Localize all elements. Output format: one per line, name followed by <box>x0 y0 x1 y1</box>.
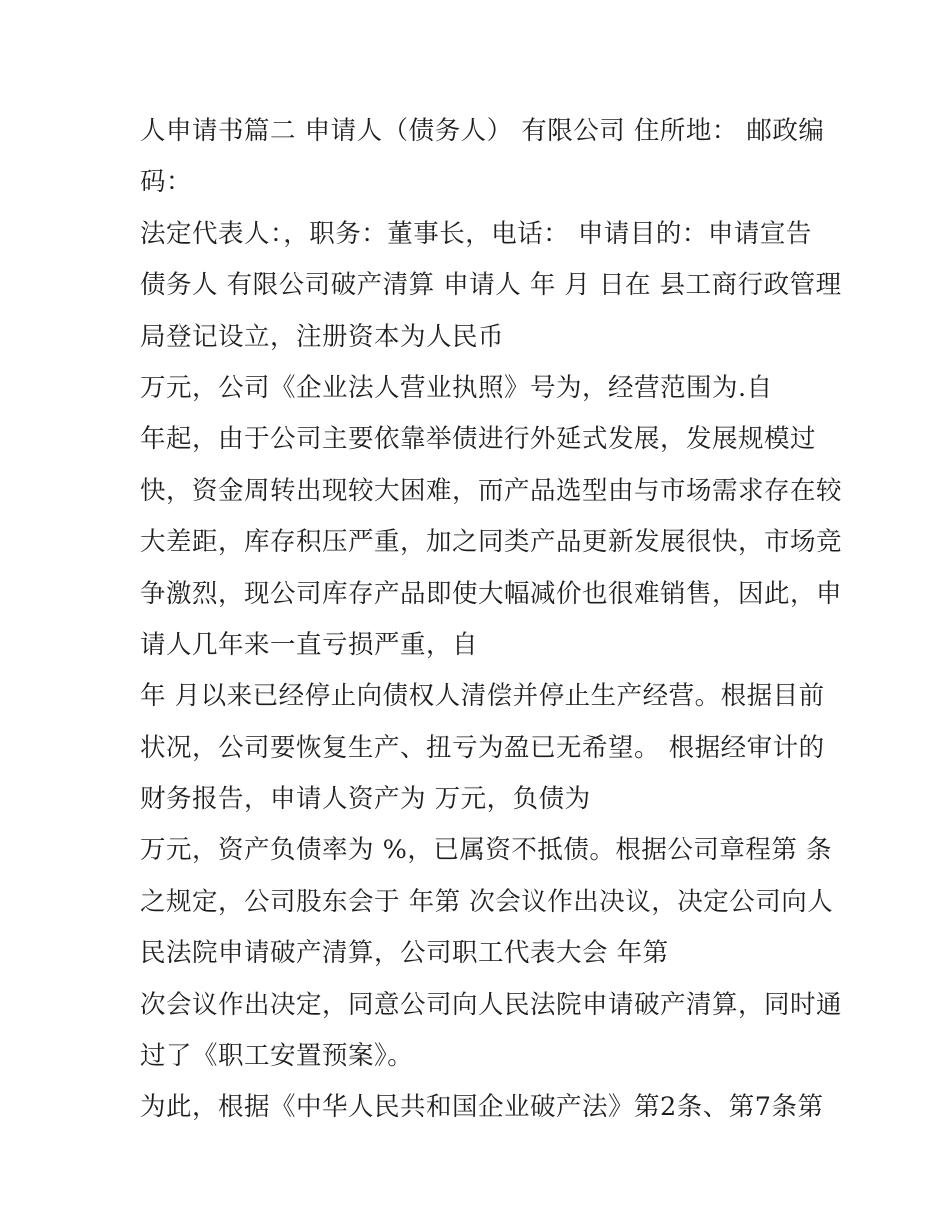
text-line-17: 民法院申请破产清算，公司职工代表大会 年第 <box>140 938 669 969</box>
text-line-2: 码： <box>140 167 193 198</box>
text-line-10: 争激烈，现公司库存产品即使大幅减价也很难销售，因此，申 <box>140 578 843 609</box>
text-line-1: 人申请书篇二 申请人（债务人） 有限公司 住所地： 邮政编 <box>140 116 825 146</box>
text-line-12: 年 月以来已经停止向债权人清偿并停止生产经营。根据目前 <box>140 681 825 712</box>
text-line-5: 局登记设立，注册资本为人民币 <box>140 321 505 352</box>
text-line-3: 法定代表人：，职务：董事长，电话： 申请目的：申请宣告 <box>140 218 812 249</box>
text-line-7: 年起，由于公司主要依靠举债进行外延式发展，发展规模过 <box>140 424 817 455</box>
document-body <box>140 106 843 1134</box>
text-line-19: 过了《职工安置预案》。 <box>140 1041 414 1072</box>
text-line-6: 万元，公司《企业法人营业执照》号为，经营范围为.自 <box>140 372 773 403</box>
text-line-16: 之规定，公司股东会于 年第 次会议作出决议，决定公司向人 <box>140 886 834 917</box>
text-line-4: 债务人 有限公司破产清算 申请人 年 月 日在 县工商行政管理 <box>140 270 842 301</box>
text-line-15: 万元，资产负债率为 %，已属资不抵债。根据公司章程第 条 <box>140 835 832 866</box>
text-line-8: 快，资金周转出现较大困难，而产品选型由与市场需求存在较 <box>140 475 843 506</box>
text-line-20: 为此，根据《中华人民共和国企业破产法》第2条、第7条第 <box>140 1092 824 1123</box>
text-line-11: 请人几年来一直亏损严重，自 <box>140 629 479 660</box>
text-line-14: 财务报告，申请人资产为 万元，负债为 <box>140 784 591 815</box>
text-line-9: 大差距，库存积压严重，加之同类产品更新发展很快，市场竞 <box>140 527 843 558</box>
text-line-18: 次会议作出决定，同意公司向人民法院申请破产清算，同时通 <box>140 989 843 1020</box>
text-line-13: 状况，公司要恢复生产、扭亏为盈已无希望。 根据经审计的 <box>140 732 825 763</box>
